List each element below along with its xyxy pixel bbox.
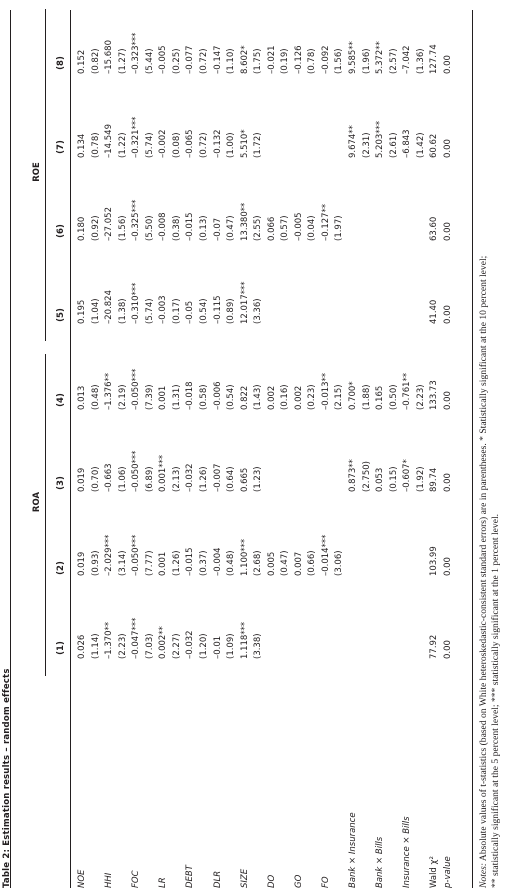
table-cell: 0.00: [442, 305, 453, 324]
table-cell: 0.00: [442, 222, 453, 241]
table-cell: 0.00: [442, 391, 453, 410]
table-cell: (2.19): [117, 384, 128, 410]
notes-line-2: ** statistically significant at the 5 percent level; *** statistically significant at the 1 percent level.: [490, 513, 501, 888]
table-cell: (2.23): [415, 384, 426, 410]
column-header-3: (3): [56, 476, 66, 490]
row-label: HHI: [104, 872, 115, 888]
table-cell: –0.050***: [131, 450, 142, 492]
row-label: DO: [266, 874, 277, 888]
table-cell: –0.323***: [131, 32, 142, 74]
table-cell: –0.007: [212, 463, 223, 492]
table-cell: 0.00: [442, 473, 453, 492]
table-cell: (0.58): [198, 384, 209, 410]
table-cell: (1.23): [253, 466, 264, 492]
group-label-roa: ROA: [32, 491, 42, 513]
table-cell: –1.370**: [104, 621, 115, 659]
table-cell: (2.750): [361, 461, 372, 492]
table-cell: (1.96): [361, 48, 372, 74]
table-cell: (0.70): [90, 466, 101, 492]
table-cell: (0.23): [307, 384, 318, 410]
table-cell: 0.665: [239, 467, 250, 492]
table-cell: 0.822: [239, 385, 250, 410]
table-cell: 0.019: [77, 551, 87, 576]
table-cell: –0.006: [212, 381, 223, 410]
group-rule-roe: [45, 9, 46, 341]
row-label: p-value: [442, 856, 453, 888]
table-cell: –6.843: [402, 129, 413, 158]
table-cell: (2.57): [388, 48, 399, 74]
table-cell: –0.065: [185, 129, 196, 158]
column-header-1: (1): [56, 641, 66, 655]
table-cell: (1.22): [117, 132, 128, 158]
row-label: DLR: [212, 870, 223, 888]
notes-label: Notes:: [478, 862, 489, 888]
table-cell: –7.042: [402, 45, 413, 74]
table-cell: 0.002**: [158, 626, 169, 659]
table-cell: (1.06): [117, 466, 128, 492]
table-cell: 0.134: [77, 133, 87, 158]
table-cell: –0.013**: [320, 372, 331, 410]
table-bottom-rule: [472, 10, 473, 888]
table-cell: (0.48): [226, 550, 237, 576]
table-cell: 0.165: [375, 385, 386, 410]
table-cell: 63.60: [429, 216, 440, 241]
table-cell: –0.004: [212, 547, 223, 576]
table-cell: –0.008: [158, 212, 169, 241]
table-cell: –0.01: [212, 635, 223, 659]
table-cell: 0.005: [266, 551, 277, 576]
table-cell: 0.007: [293, 551, 304, 576]
table-cell: (1.04): [90, 298, 101, 324]
table-cell: (6.89): [144, 466, 155, 492]
row-label: Insurance × Bills: [402, 816, 413, 888]
table-cell: (0.66): [307, 550, 318, 576]
table-cell: (1.97): [334, 215, 345, 241]
table-cell: (2.31): [361, 132, 372, 158]
table-cell: (1.26): [198, 466, 209, 492]
table-cell: (0.64): [226, 466, 237, 492]
table-cell: 0.001: [158, 385, 169, 410]
table-cell: (0.15): [388, 466, 399, 492]
table-cell: (0.93): [90, 550, 101, 576]
table-cell: –0.050***: [131, 534, 142, 576]
table-cell: (1.20): [198, 633, 209, 659]
table-cell: –2.029***: [104, 534, 115, 576]
table-cell: –0.663: [104, 463, 115, 492]
table-cell: 5.203***: [375, 120, 386, 158]
table-notes: [478, 8, 502, 888]
table-cell: –0.005: [158, 45, 169, 74]
table-cell: 0.026: [77, 634, 87, 659]
table-cell: (0.47): [280, 550, 291, 576]
table-cell: 5.510*: [239, 129, 250, 158]
column-header-2: (2): [56, 561, 66, 575]
column-header-6: (6): [56, 224, 66, 238]
row-label: SIZE: [239, 868, 250, 888]
table-cell: 0.195: [77, 299, 87, 324]
column-header-5: (5): [56, 308, 66, 322]
table-cell: –0.761**: [402, 372, 413, 410]
table-cell: 0.019: [77, 467, 87, 492]
table-cell: –0.05: [185, 300, 196, 324]
row-label: FOC: [131, 870, 142, 888]
table-cell: (2.15): [334, 384, 345, 410]
table-cell: 77.92: [429, 634, 440, 659]
table-cell: (3.36): [253, 298, 264, 324]
table-cell: –0.310***: [131, 282, 142, 324]
table-cell: (7.03): [144, 633, 155, 659]
table-cell: 0.700*: [348, 381, 358, 410]
table-cell: –0.132: [212, 129, 223, 158]
table-cell: (2.61): [388, 132, 399, 158]
row-label: GO: [293, 874, 304, 888]
table-cell: 0.873**: [348, 459, 358, 492]
table-cell: (5.74): [144, 298, 155, 324]
row-label: LR: [158, 877, 169, 888]
table-cell: (1.56): [117, 215, 128, 241]
table-cell: –0.005: [293, 212, 304, 241]
table-cell: 0.013: [77, 385, 87, 410]
table-cell: –1.376**: [104, 372, 115, 410]
table-cell: (0.04): [307, 215, 318, 241]
table-cell: –0.018: [185, 381, 196, 410]
table-cell: 5.372**: [375, 41, 386, 74]
table-cell: 0.180: [77, 216, 87, 241]
table-cell: –0.015: [185, 212, 196, 241]
table-cell: (1.42): [415, 132, 426, 158]
table-cell: (0.13): [198, 215, 209, 241]
table-cell: (7.77): [144, 550, 155, 576]
table-cell: –0.07: [212, 217, 223, 241]
table-cell: (0.17): [171, 298, 182, 324]
table-cell: –0.047***: [131, 617, 142, 659]
table-cell: 9.674**: [348, 125, 358, 158]
table-cell: 0.152: [77, 49, 87, 74]
table-cell: –0.077: [185, 45, 196, 74]
table-cell: 60.62: [429, 133, 440, 158]
table-cell: (5.50): [144, 215, 155, 241]
table-cell: (0.50): [388, 384, 399, 410]
table-cell: 133.73: [429, 380, 440, 410]
table-cell: –0.325***: [131, 199, 142, 241]
table-cell: (2.68): [253, 550, 264, 576]
table-cell: –0.321***: [131, 116, 142, 158]
table-cell: –0.126: [293, 45, 304, 74]
table-cell: 0.00: [442, 640, 453, 659]
table-cell: (0.54): [226, 384, 237, 410]
table-cell: (3.06): [334, 550, 345, 576]
table-cell: (1.56): [334, 48, 345, 74]
table-cell: –20.824: [104, 290, 115, 324]
table-cell: (2.23): [117, 633, 128, 659]
table-cell: –14.549: [104, 124, 115, 158]
table-cell: 0.002: [293, 385, 304, 410]
table-cell: –0.002: [158, 129, 169, 158]
table-cell: (0.16): [280, 384, 291, 410]
table-cell: (2.27): [171, 633, 182, 659]
table-cell: (0.37): [198, 550, 209, 576]
table-cell: (0.38): [171, 215, 182, 241]
table-cell: (7.39): [144, 384, 155, 410]
table-cell: (1.38): [117, 298, 128, 324]
table-cell: 13.380**: [239, 202, 250, 241]
table-cell: (1.72): [253, 132, 264, 158]
table-cell: (0.72): [198, 48, 209, 74]
table-cell: (0.54): [198, 298, 209, 324]
column-header-7: (7): [56, 140, 66, 154]
table-cell: –0.032: [185, 463, 196, 492]
table-cell: (0.78): [307, 48, 318, 74]
table-cell: (5.44): [144, 48, 155, 74]
row-label: DEBT: [185, 865, 196, 888]
table-cell: 0.00: [442, 557, 453, 576]
table-cell: (5.74): [144, 132, 155, 158]
header-rule: [70, 10, 71, 888]
table-cell: 127.74: [429, 44, 440, 74]
group-label-roe: ROE: [32, 162, 42, 182]
table-cell: –0.050***: [131, 368, 142, 410]
table-cell: (1.88): [361, 384, 372, 410]
table-cell: (2.13): [171, 466, 182, 492]
table-cell: 103.99: [429, 546, 440, 576]
table-cell: –0.115: [212, 295, 223, 324]
table-cell: 89.74: [429, 467, 440, 492]
table-cell: –15.680: [104, 40, 115, 74]
table-cell: (3.38): [253, 633, 264, 659]
table-cell: –27.052: [104, 207, 115, 241]
table-cell: 0.00: [442, 139, 453, 158]
table-cell: 9.585**: [348, 41, 358, 74]
table-cell: (0.48): [90, 384, 101, 410]
table-cell: –0.032: [185, 630, 196, 659]
table-cell: 8.602*: [239, 45, 250, 74]
row-label: Bank × Insurance: [348, 812, 358, 888]
table-cell: –0.021: [266, 45, 277, 74]
table-cell: (0.72): [198, 132, 209, 158]
table-top-rule: [10, 10, 11, 888]
table-cell: 0.001***: [158, 454, 169, 492]
table-cell: –0.092: [320, 45, 331, 74]
table-cell: 0.001: [158, 551, 169, 576]
table-cell: (0.47): [226, 215, 237, 241]
table-cell: (3.14): [117, 550, 128, 576]
table-cell: 1.118***: [239, 621, 250, 659]
table-cell: (1.26): [171, 550, 182, 576]
column-header-4: (4): [56, 393, 66, 407]
table-cell: –0.127**: [320, 203, 331, 241]
table-cell: –0.014***: [320, 534, 331, 576]
table-cell: (1.09): [226, 633, 237, 659]
table-cell: (1.92): [415, 466, 426, 492]
table-cell: (1.43): [253, 384, 264, 410]
table-cell: (0.08): [171, 132, 182, 158]
table-cell: (1.00): [226, 132, 237, 158]
row-label: Bank × Bills: [375, 836, 386, 888]
table-cell: (1.10): [226, 48, 237, 74]
table-cell: 0.002: [266, 385, 277, 410]
table-cell: 41.40: [429, 299, 440, 324]
row-label: Wald χ²: [429, 856, 440, 888]
table-cell: 1.100***: [239, 538, 250, 576]
table-cell: –0.003: [158, 295, 169, 324]
table-cell: (1.27): [117, 48, 128, 74]
table-cell: (2.55): [253, 215, 264, 241]
group-rule-roa: [45, 354, 46, 676]
table-cell: (1.36): [415, 48, 426, 74]
table-cell: 0.053: [375, 467, 386, 492]
table-cell: (0.19): [280, 48, 291, 74]
table-cell: (0.25): [171, 48, 182, 74]
table-cell: 0.00: [442, 55, 453, 74]
table-cell: (0.89): [226, 298, 237, 324]
table-cell: (0.78): [90, 132, 101, 158]
table-cell: 0.066: [266, 216, 277, 241]
notes-line-1: Absolute values of t-statistics (based on White heteroskedastic-consistent standard errors) are in parentheses. * Statistically significant at the 10 percent level;: [478, 255, 489, 862]
table-cell: –0.607*: [402, 459, 413, 492]
table-cell: (0.57): [280, 215, 291, 241]
table-cell: –0.015: [185, 547, 196, 576]
row-label: NOE: [77, 869, 87, 888]
table-caption: Table 2: Estimation results – random effects: [2, 668, 12, 888]
table-cell: (0.92): [90, 215, 101, 241]
table-cell: 12.017***: [239, 281, 250, 324]
table-cell: (1.75): [253, 48, 264, 74]
table-cell: (1.14): [90, 633, 101, 659]
column-header-8: (8): [56, 56, 66, 70]
table-cell: (1.31): [171, 384, 182, 410]
table-cell: (0.82): [90, 48, 101, 74]
row-label: FO: [320, 876, 331, 888]
table-cell: –0.147: [212, 45, 223, 74]
